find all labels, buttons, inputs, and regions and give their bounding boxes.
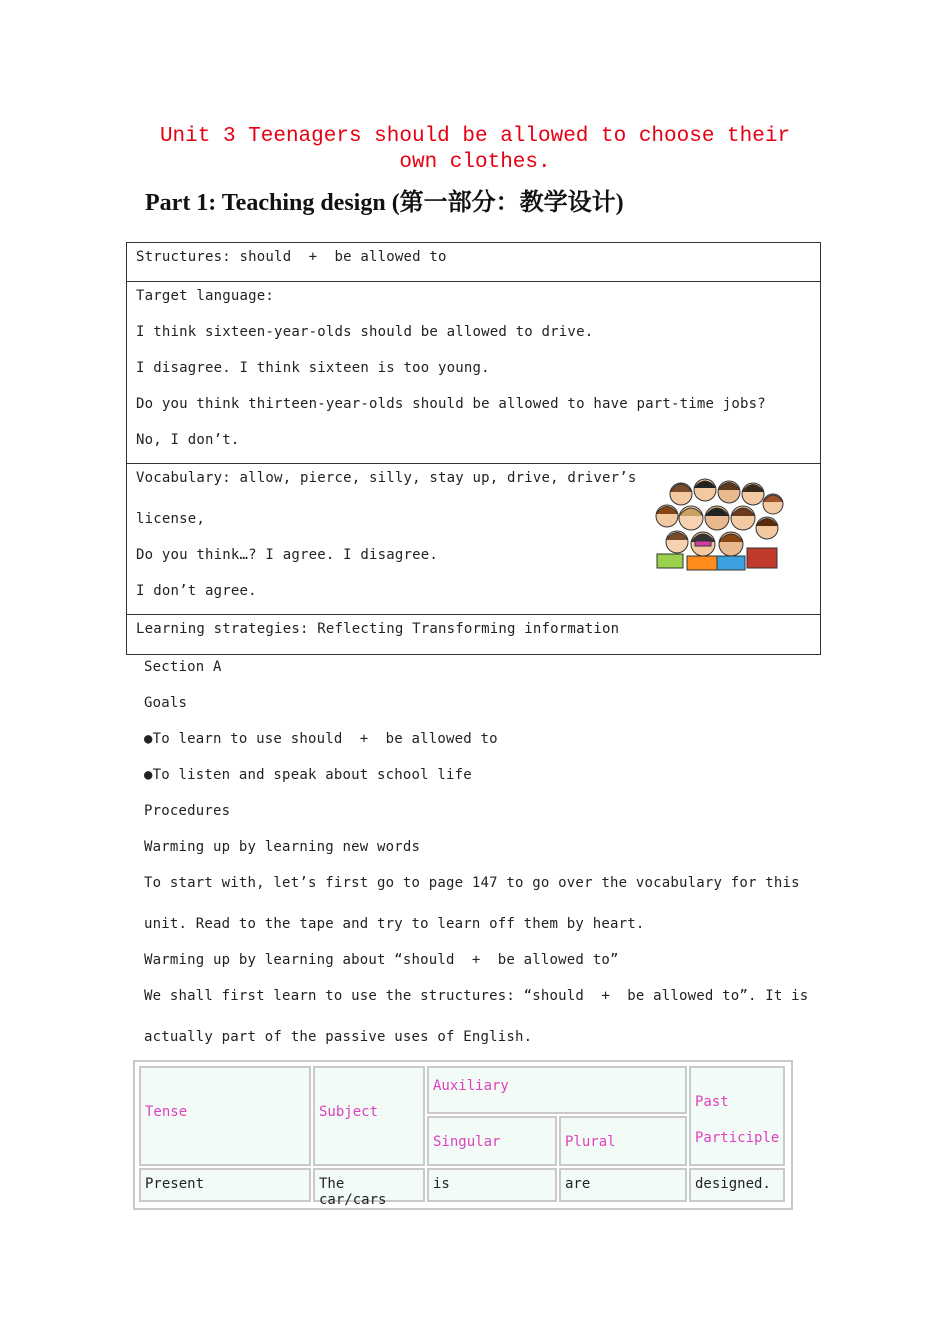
target-label: Target language:	[136, 288, 275, 304]
structures-row	[127, 243, 820, 282]
body-paragraph: unit. Read to the tape and try to learn off them by heart.	[144, 916, 645, 932]
header-auxiliary-cell	[427, 1066, 687, 1114]
header-participle-line1: Past	[695, 1094, 729, 1110]
header-plural: Plural	[565, 1134, 616, 1150]
target-line: I think sixteen-year-olds should be allowed to drive.	[136, 324, 594, 340]
strategies-text: Learning strategies: Reflecting Transforming information	[136, 621, 620, 637]
body-paragraph: To start with, let’s first go to page 147 to go over the vocabulary for this	[144, 875, 800, 891]
row-plural-cell	[559, 1168, 687, 1202]
vocabulary-row	[127, 464, 820, 615]
goal-item: ●To learn to use should + be allowed to	[144, 731, 498, 747]
vocab-line: license,	[136, 511, 206, 527]
group-of-people-illustration	[651, 472, 787, 572]
row-participle: designed.	[695, 1176, 771, 1192]
row-participle-cell	[689, 1168, 785, 1202]
header-singular: Singular	[433, 1134, 501, 1150]
row-singular-cell	[427, 1168, 557, 1202]
part-heading: Part 1: Teaching design (第一部分：教学设计)	[145, 190, 624, 216]
header-auxiliary: Auxiliary	[433, 1078, 509, 1094]
vocab-line: Vocabulary: allow, pierce, silly, stay up, drive, driver’s	[136, 470, 637, 486]
header-singular-cell	[427, 1116, 557, 1166]
row-plural: are	[565, 1176, 591, 1192]
header-tense-cell	[139, 1066, 311, 1166]
strategies-row	[127, 615, 820, 654]
goal-item: ●To listen and speak about school life	[144, 767, 472, 783]
vocab-line: Do you think…? I agree. I disagree.	[136, 547, 439, 563]
target-line: I disagree. I think sixteen is too young.	[136, 360, 490, 376]
target-line: Do you think thirteen-year-olds should be allowed to have part-time jobs?	[136, 396, 766, 412]
structures-text: Structures: should + be allowed to	[136, 249, 447, 265]
goals-label: Goals	[144, 695, 188, 711]
document-title: Unit 3 Teenagers should be allowed to choose their own clothes.	[159, 125, 791, 174]
body-paragraph: actually part of the passive uses of English.	[144, 1029, 533, 1045]
row-tense-cell	[139, 1168, 311, 1202]
header-subject-cell	[313, 1066, 425, 1166]
header-participle-line2: Participle	[695, 1130, 780, 1146]
procedures-label: Procedures	[144, 803, 231, 819]
section-label: Section A	[144, 659, 222, 675]
row-subject: The car/cars	[319, 1176, 387, 1208]
row-tense: Present	[145, 1176, 205, 1192]
lesson-body	[144, 655, 824, 1061]
teaching-design-box	[126, 242, 821, 655]
tense-table	[133, 1060, 793, 1210]
row-singular: is	[433, 1176, 450, 1192]
row-subject-cell	[313, 1168, 425, 1208]
body-paragraph: We shall first learn to use the structures: “should + be allowed to”. It is	[144, 988, 809, 1004]
header-participle-cell	[689, 1066, 785, 1166]
target-language-row	[127, 282, 820, 464]
header-plural-cell	[559, 1116, 687, 1166]
body-paragraph: Warming up by learning new words	[144, 839, 421, 855]
header-tense: Tense	[145, 1104, 188, 1120]
target-line: No, I don’t.	[136, 432, 240, 448]
vocab-line: I don’t agree.	[136, 583, 257, 599]
header-subject: Subject	[319, 1104, 379, 1120]
body-paragraph: Warming up by learning about “should + be allowed to”	[144, 952, 619, 968]
